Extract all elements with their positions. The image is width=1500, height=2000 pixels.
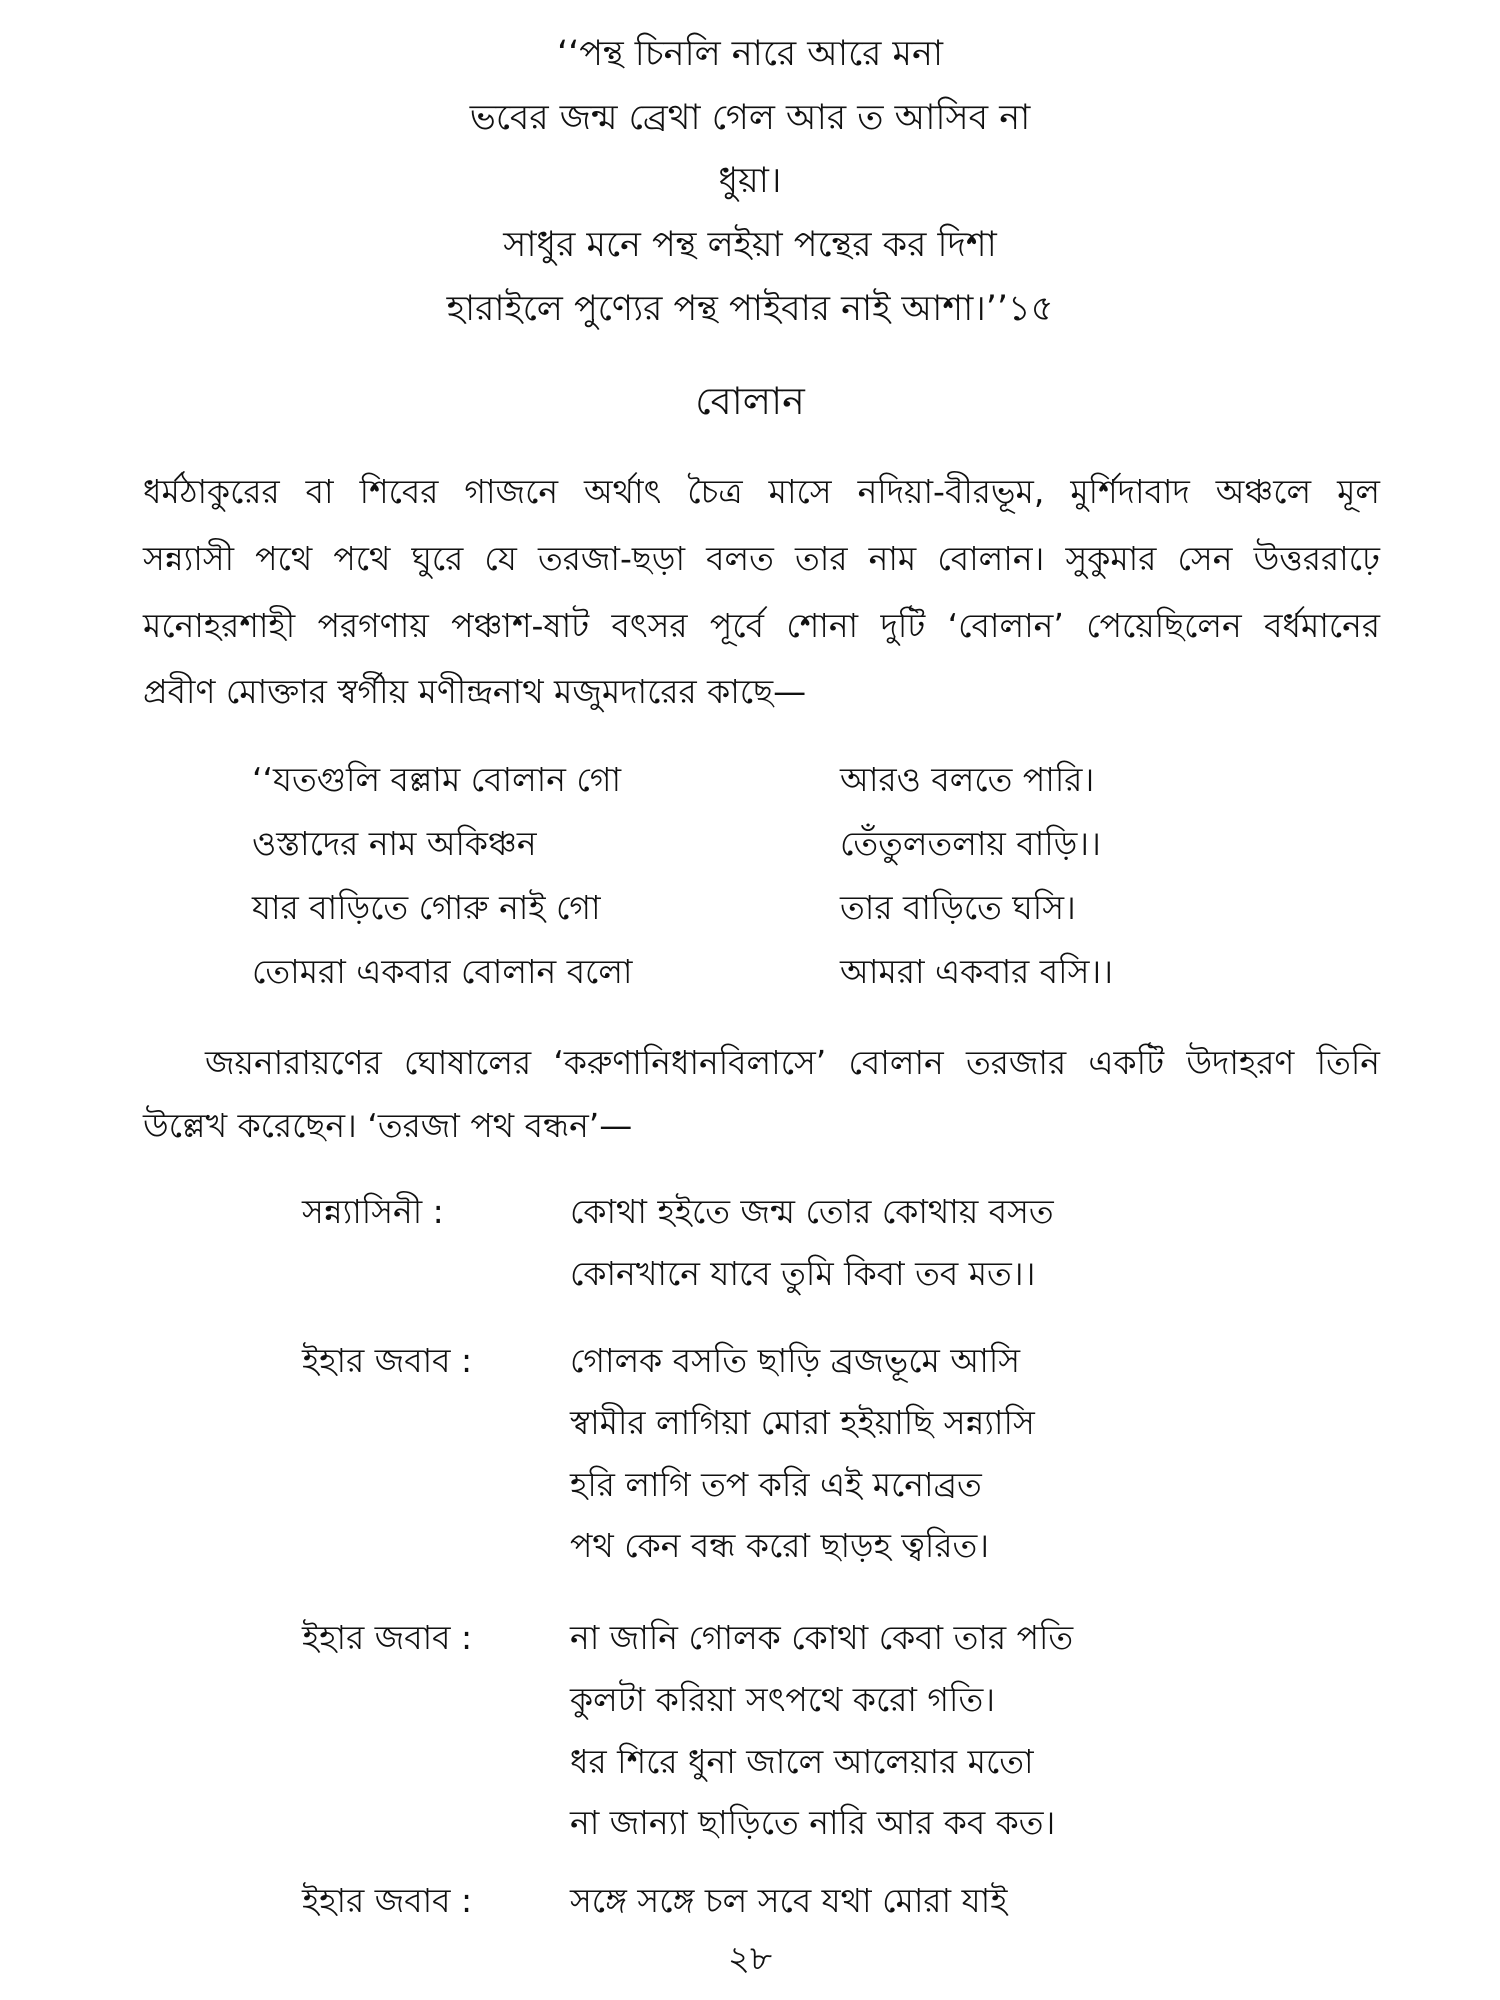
bolan-verse-left-line: ‘‘যতগুলি বল্লাম বোলান গো [252, 760, 622, 799]
dialogue-verse-line: না জান্যা ছাড়িতে নারি আর কব কত। [570, 1803, 1056, 1842]
dialogue-verse-line: কোনখানে যাবে তুমি কিবা তব মত।। [570, 1254, 1036, 1293]
page-number: ২৮ [727, 1939, 773, 1979]
dialogue-speaker: ইহার জবাব : [302, 1341, 473, 1380]
paragraph-line: প্রবীণ মোক্তার স্বর্গীয় মণীন্দ্রনাথ মজুমদারের কাছে— [143, 672, 807, 711]
paragraph-line: সন্ন্যাসী পথে পথে ঘুরে যে তরজা-ছড়া বলত তার নাম বোলান। সুকুমার সেন উত্তররাঢ়ে [143, 539, 1380, 578]
bolan-verse-left-line: যার বাড়িতে গোরু নাই গো [252, 888, 601, 927]
dialogue-verse-line: না জানি গোলক কোথা কেবা তার পতি [570, 1618, 1074, 1657]
paragraph-line: উল্লেখ করেছেন। ‘তরজা পথ বন্ধন’— [143, 1106, 633, 1145]
opening-verse-line: সাধুর মনে পন্থ লইয়া পন্থের কর দিশা [503, 225, 997, 265]
dialogue-verse-line: স্বামীর লাগিয়া মোরা হইয়াছি সন্ন্যাসি [570, 1403, 1035, 1442]
dialogue-speaker: ইহার জবাব : [302, 1881, 473, 1920]
bolan-verse-right-line: তেঁতুলতলায় বাড়ি।। [840, 824, 1101, 863]
opening-verse-line: ভবের জন্ম ব্রেথা গেল আর ত আসিব না [469, 98, 1031, 138]
dialogue-verse-line: গোলক বসতি ছাড়ি ব্রজভূমে আসি [570, 1341, 1021, 1380]
paragraph-line: ধর্মঠাকুরের বা শিবের গাজনে অর্থাৎ চৈত্র মাসে নদিয়া-বীরভূম, মুর্শিদাবাদ অঞ্চলে মূল [143, 472, 1380, 511]
opening-verse-line: হারাইলে পুণ্যের পন্থ পাইবার নাই আশা।’’১৫ [446, 289, 1054, 329]
dialogue-verse-line: ধর শিরে ধুনা জালে আলেয়ার মতো [570, 1742, 1034, 1781]
opening-verse-line: ‘‘পন্থ চিনলি নারে আরে মনা [556, 34, 944, 74]
dialogue-verse-line: পথ কেন বন্ধ করো ছাড়হ ত্বরিত। [570, 1526, 990, 1565]
bolan-verse-right-line: আরও বলতে পারি। [840, 760, 1095, 799]
bolan-verse-left-line: তোমরা একবার বোলান বলো [252, 952, 633, 991]
bolan-verse-left-line: ওস্তাদের নাম অকিঞ্চন [252, 824, 537, 863]
section-heading: বোলান [695, 379, 805, 423]
dialogue-verse-line: কোথা হইতে জন্ম তোর কোথায় বসত [570, 1192, 1054, 1231]
dialogue-verse-line: হরি লাগি তপ করি এই মনোব্রত [570, 1465, 982, 1504]
dialogue-verse-line: সঙ্গে সঙ্গে চল সবে যথা মোরা যাই [570, 1881, 1008, 1920]
bolan-verse-right-line: আমরা একবার বসি।। [840, 952, 1114, 991]
dialogue-speaker: সন্ন্যাসিনী : [302, 1192, 444, 1231]
paragraph-line: জয়নারায়ণের ঘোষালের ‘করুণানিধানবিলাসে’ বোলান তরজার একটি উদাহরণ তিনি [205, 1043, 1380, 1082]
opening-verse-line: ধুয়া। [718, 161, 782, 201]
dialogue-speaker: ইহার জবাব : [302, 1618, 473, 1657]
bolan-verse-right-line: তার বাড়িতে ঘসি। [840, 888, 1076, 927]
paragraph-line: মনোহরশাহী পরগণায় পঞ্চাশ-ষাট বৎসর পূর্বে শোনা দুটি ‘বোলান’ পেয়েছিলেন বর্ধমানের [143, 606, 1380, 645]
dialogue-verse-line: কুলটা করিয়া সৎপথে করো গতি। [570, 1680, 996, 1719]
